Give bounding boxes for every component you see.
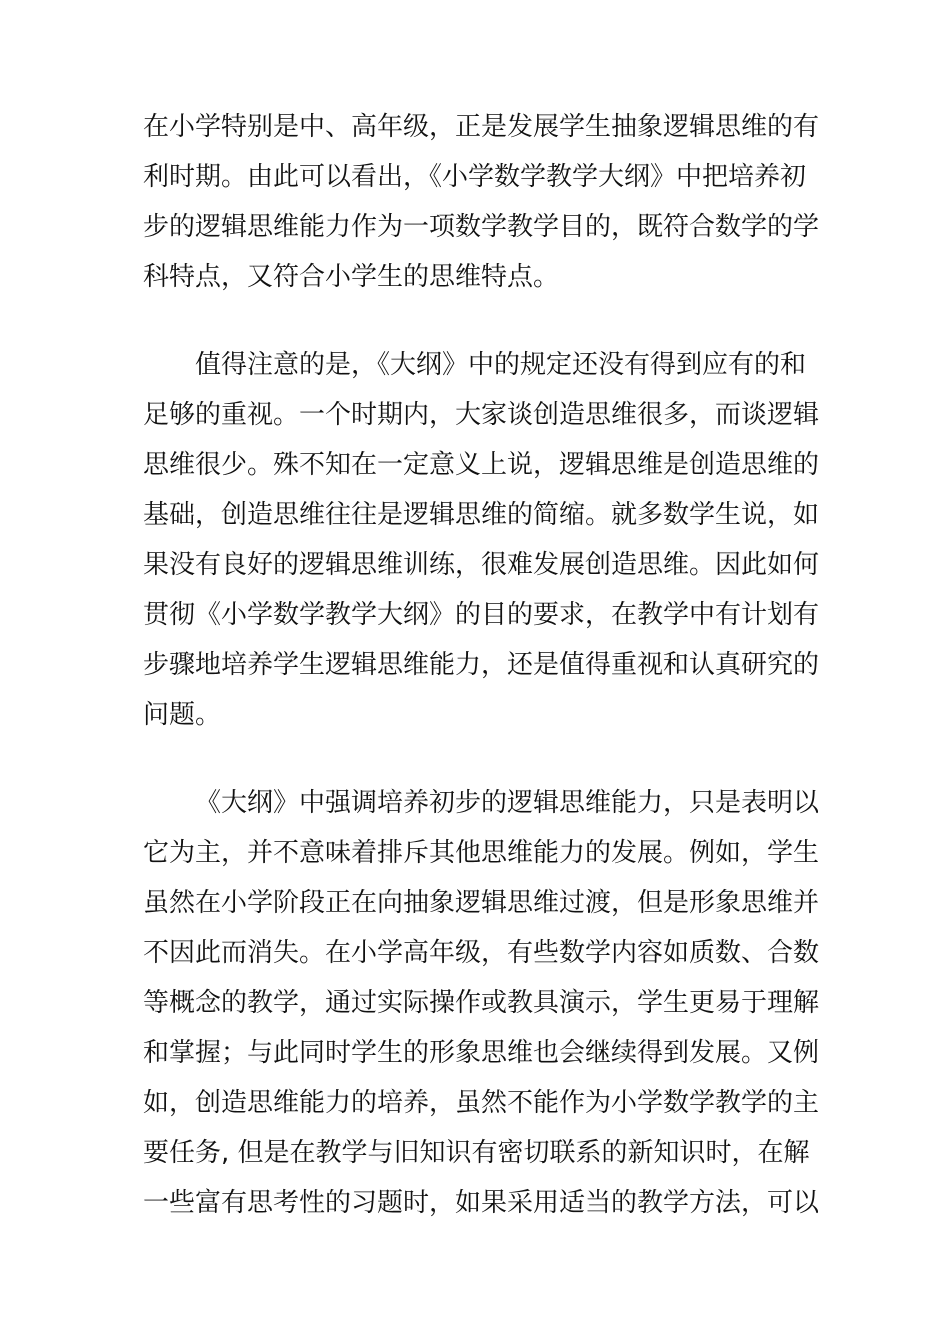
text-line: 贯彻《小学数学教学大纲》的目的要求，在教学中有计划有 — [143, 600, 820, 630]
paragraph-1 — [143, 102, 823, 302]
text-line: 在小学特别是中、高年级，正是发展学生抽象逻辑思维的有 — [143, 112, 820, 142]
text-line: 不因此而消失。在小学高年级，有些数学内容如质数、合数 — [143, 938, 820, 968]
text-line: 思维很少。殊不知在一定意义上说，逻辑思维是创造思维的 — [143, 450, 820, 480]
paragraph-2 — [143, 340, 823, 740]
paragraph-3 — [143, 778, 823, 1228]
text-line: 步骤地培养学生逻辑思维能力，还是值得重视和认真研究的 — [143, 650, 820, 680]
text-line: 如，创造思维能力的培养，虽然不能作为小学数学教学的主 — [143, 1088, 820, 1118]
text-line: 足够的重视。一个时期内，大家谈创造思维很多，而谈逻辑 — [143, 400, 820, 430]
text-line: 《大纲》中强调培养初步的逻辑思维能力，只是表明以 — [195, 788, 820, 818]
document-body — [143, 102, 823, 1228]
text-line: 问题。 — [143, 700, 222, 730]
text-line: 和掌握；与此同时学生的形象思维也会继续得到发展。又例 — [143, 1038, 820, 1068]
text-line: 利时期。由此可以看出，《小学数学教学大纲》中把培养初 — [143, 162, 807, 192]
paragraph-spacer — [143, 740, 823, 778]
text-line: 步的逻辑思维能力作为一项数学教学目的，既符合数学的学 — [143, 212, 820, 242]
text-line: 它为主，并不意味着排斥其他思维能力的发展。例如，学生 — [143, 838, 820, 868]
text-line: 一些富有思考性的习题时，如果采用适当的教学方法，可以 — [143, 1188, 820, 1218]
paragraph-spacer — [143, 302, 823, 340]
text-line: 果没有良好的逻辑思维训练，很难发展创造思维。因此如何 — [143, 550, 820, 580]
text-line: 虽然在小学阶段正在向抽象逻辑思维过渡，但是形象思维并 — [143, 888, 820, 918]
text-line: 基础，创造思维往往是逻辑思维的简缩。就多数学生说，如 — [143, 500, 820, 530]
text-line: 科特点，又符合小学生的思维特点。 — [143, 262, 560, 292]
text-line: 等概念的教学，通过实际操作或教具演示，学生更易于理解 — [143, 988, 820, 1018]
text-line: 要任务, 但是在教学与旧知识有密切联系的新知识时，在解 — [143, 1138, 810, 1168]
text-line: 值得注意的是，《大纲》中的规定还没有得到应有的和 — [195, 350, 807, 380]
